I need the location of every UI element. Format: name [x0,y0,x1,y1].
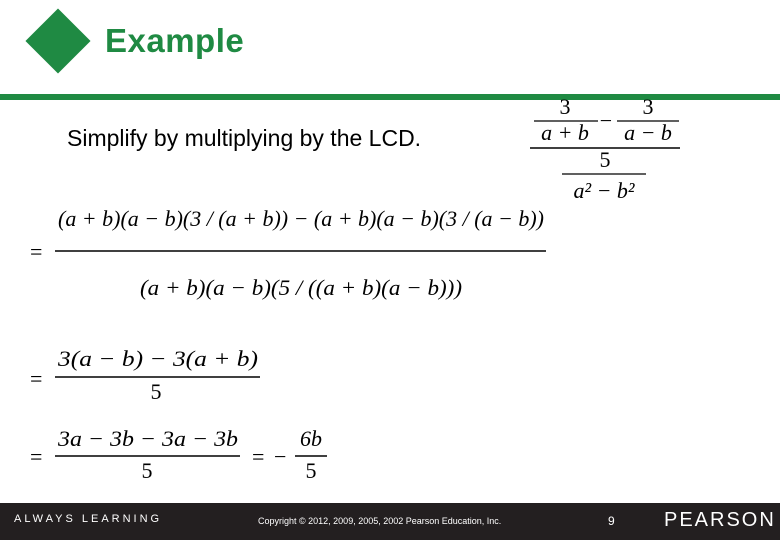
problem-prompt: Simplify by multiplying by the LCD. [67,125,422,151]
given-bottom-denominator: a² − b² [573,178,635,203]
step-1-equals: = [30,239,43,264]
step-1 [30,206,546,300]
step-2-numerator: 3(a − b) − 3(a + b) [56,346,259,371]
step-3-equals: = [30,444,43,469]
step-3-result-denominator: 5 [305,458,317,483]
page-number: 9 [608,514,615,528]
given-top-right-denominator: a − b [624,120,672,145]
given-bottom-numerator: 5 [599,147,611,172]
given-complex-fraction [530,94,680,203]
given-top-right-numerator: 3 [642,94,654,119]
footer-copyright: Copyright © 2012, 2009, 2005, 2002 Pearson Education, Inc. [258,516,502,526]
step-3-numerator: 3a − 3b − 3a − 3b [56,426,239,451]
pearson-logo: PEARSON [664,509,776,531]
step-3-result-sign: − [274,444,287,469]
step-2 [30,346,260,404]
given-top-left-denominator: a + b [541,120,589,145]
given-top-left-numerator: 3 [559,94,571,119]
footer-brand: ALWAYS LEARNING [14,513,163,525]
step-3-result-equals: = [252,444,265,469]
step-3-denominator: 5 [141,458,153,483]
step-2-equals: = [30,366,43,391]
step-3-result-numerator: 6b [300,426,322,451]
given-operator: − [599,108,613,133]
step-1-denominator: (a + b)(a − b)(5 / ((a + b)(a − b))) [140,275,462,300]
step-2-denominator: 5 [150,379,162,404]
slide-footer [0,503,780,540]
slide-title: Example [105,22,245,59]
step-3 [30,426,327,483]
step-1-numerator: (a + b)(a − b)(3 / (a + b)) − (a + b)(a − b)(3 / (a − b)) [58,206,544,231]
